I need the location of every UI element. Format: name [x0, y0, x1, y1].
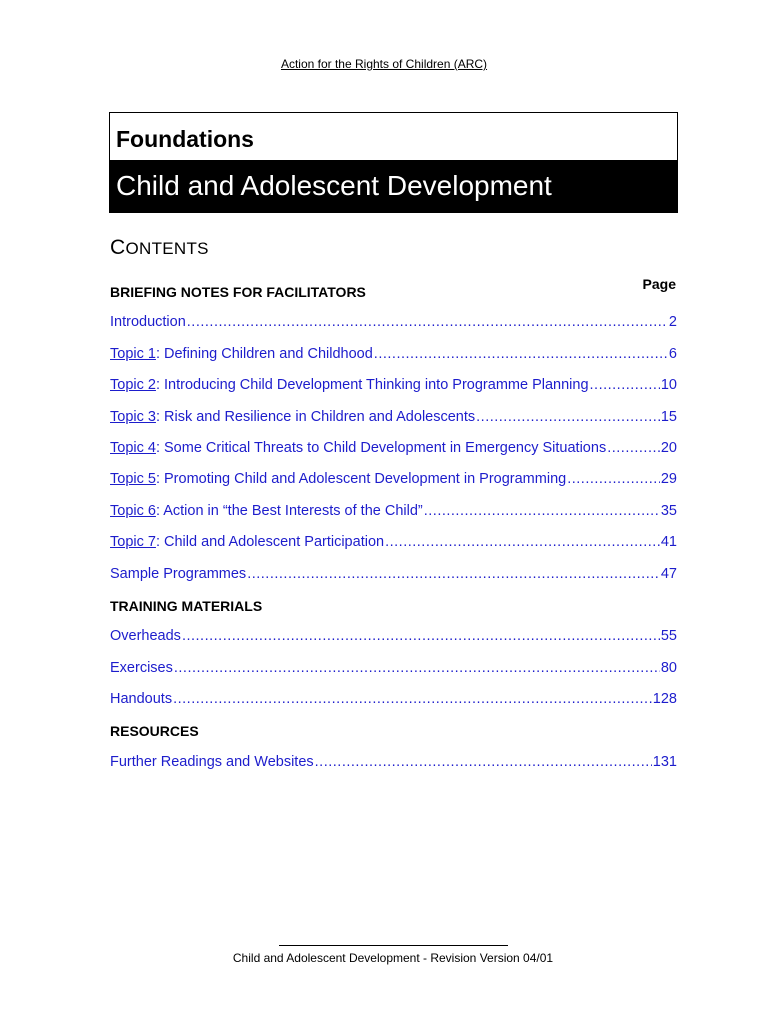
- toc-entry-prefix[interactable]: Topic 3: [110, 409, 156, 425]
- toc-entry-title[interactable]: Further Readings and Websites: [110, 754, 314, 770]
- toc-leader: [567, 471, 660, 487]
- toc-entry-page[interactable]: 35: [660, 503, 677, 519]
- toc-entry-title[interactable]: Exercises: [110, 660, 173, 676]
- toc-entry-sample-programmes[interactable]: [110, 566, 677, 582]
- toc-entry-page[interactable]: 55: [660, 628, 677, 644]
- toc-entry-page[interactable]: 80: [660, 660, 677, 676]
- toc-entry-title[interactable]: : Introducing Child Development Thinking into Programme Planning: [155, 377, 589, 393]
- toc-entry-page[interactable]: 20: [660, 440, 677, 456]
- toc-entry-title[interactable]: : Defining Children and Childhood: [155, 346, 373, 362]
- toc-leader: [590, 377, 660, 393]
- toc-entry-prefix[interactable]: Topic 1: [110, 346, 156, 362]
- toc-entry-title[interactable]: : Child and Adolescent Participation: [155, 534, 385, 550]
- toc-leader: [173, 691, 652, 707]
- toc-leader: [174, 660, 660, 676]
- toc-entry-overheads[interactable]: [110, 628, 677, 644]
- toc-entry-title[interactable]: Introduction: [110, 314, 186, 330]
- section-heading-briefing: BRIEFING NOTES FOR FACILITATORS: [110, 284, 366, 300]
- toc-leader: [247, 566, 660, 582]
- toc-entry-page[interactable]: 41: [660, 534, 677, 550]
- toc-entry-prefix[interactable]: Topic 7: [110, 534, 156, 550]
- page-column-label: Page: [642, 276, 676, 292]
- toc-entry-page[interactable]: 6: [668, 346, 677, 362]
- section-heading-resources: RESOURCES: [110, 723, 199, 739]
- toc-entry-page[interactable]: 131: [652, 754, 677, 770]
- toc-entry-page[interactable]: 2: [668, 314, 677, 330]
- toc-entry-exercises[interactable]: [110, 660, 677, 676]
- toc-entry-title[interactable]: Overheads: [110, 628, 181, 644]
- toc-entry-page[interactable]: 29: [660, 471, 677, 487]
- toc-entry-page[interactable]: 15: [660, 409, 677, 425]
- toc-leader: [476, 409, 660, 425]
- toc-entry-topic-6[interactable]: [110, 503, 677, 519]
- toc-leader: [607, 440, 660, 456]
- toc-entry-title[interactable]: Sample Programmes: [110, 566, 247, 582]
- toc-entry-page[interactable]: 128: [652, 691, 677, 707]
- toc-leader: [374, 346, 668, 362]
- toc-entry-further-readings[interactable]: [110, 754, 677, 770]
- contents-heading-rest: ONTENTS: [125, 239, 209, 258]
- toc-entry-prefix[interactable]: Topic 2: [110, 377, 156, 393]
- toc-entry-topic-2[interactable]: [110, 377, 677, 393]
- toc-entry-title[interactable]: Handouts: [110, 691, 173, 707]
- section-heading-training: TRAINING MATERIALS: [110, 598, 263, 614]
- document-header: Action for the Rights of Children (ARC): [280, 57, 488, 71]
- toc-leader: [182, 628, 660, 644]
- toc-entry-introduction[interactable]: [110, 314, 677, 330]
- module-title: Child and Adolescent Development: [110, 160, 677, 212]
- title-box: [109, 112, 678, 213]
- toc-entry-topic-1[interactable]: [110, 346, 677, 362]
- toc-entry-prefix[interactable]: Topic 5: [110, 471, 156, 487]
- series-title: Foundations: [116, 126, 254, 152]
- footer-rule: [279, 945, 508, 946]
- toc-entry-title[interactable]: : Action in “the Best Interests of the Child”: [155, 503, 423, 519]
- toc-entry-handouts[interactable]: [110, 691, 677, 707]
- toc-leader: [385, 534, 660, 550]
- toc-entry-prefix[interactable]: Topic 4: [110, 440, 156, 456]
- toc-leader: [315, 754, 652, 770]
- toc-entry-topic-3[interactable]: [110, 409, 677, 425]
- toc-entry-page[interactable]: 10: [660, 377, 677, 393]
- toc-entry-topic-5[interactable]: [110, 471, 677, 487]
- contents-heading-initial: C: [110, 236, 126, 259]
- toc-leader: [187, 314, 668, 330]
- toc-entry-prefix[interactable]: Topic 6: [110, 503, 156, 519]
- toc-entry-title[interactable]: : Risk and Resilience in Children and Adolescents: [155, 409, 476, 425]
- toc-leader: [424, 503, 660, 519]
- toc-entry-title[interactable]: : Promoting Child and Adolescent Development in Programming: [155, 471, 567, 487]
- toc-entry-page[interactable]: 47: [660, 566, 677, 582]
- contents-heading: [110, 236, 209, 260]
- toc-entry-topic-4[interactable]: [110, 440, 677, 456]
- toc-entry-title[interactable]: : Some Critical Threats to Child Development in Emergency Situations: [155, 440, 607, 456]
- document-footer: Child and Adolescent Development - Revision Version 04/01: [232, 951, 554, 965]
- toc-entry-topic-7[interactable]: [110, 534, 677, 550]
